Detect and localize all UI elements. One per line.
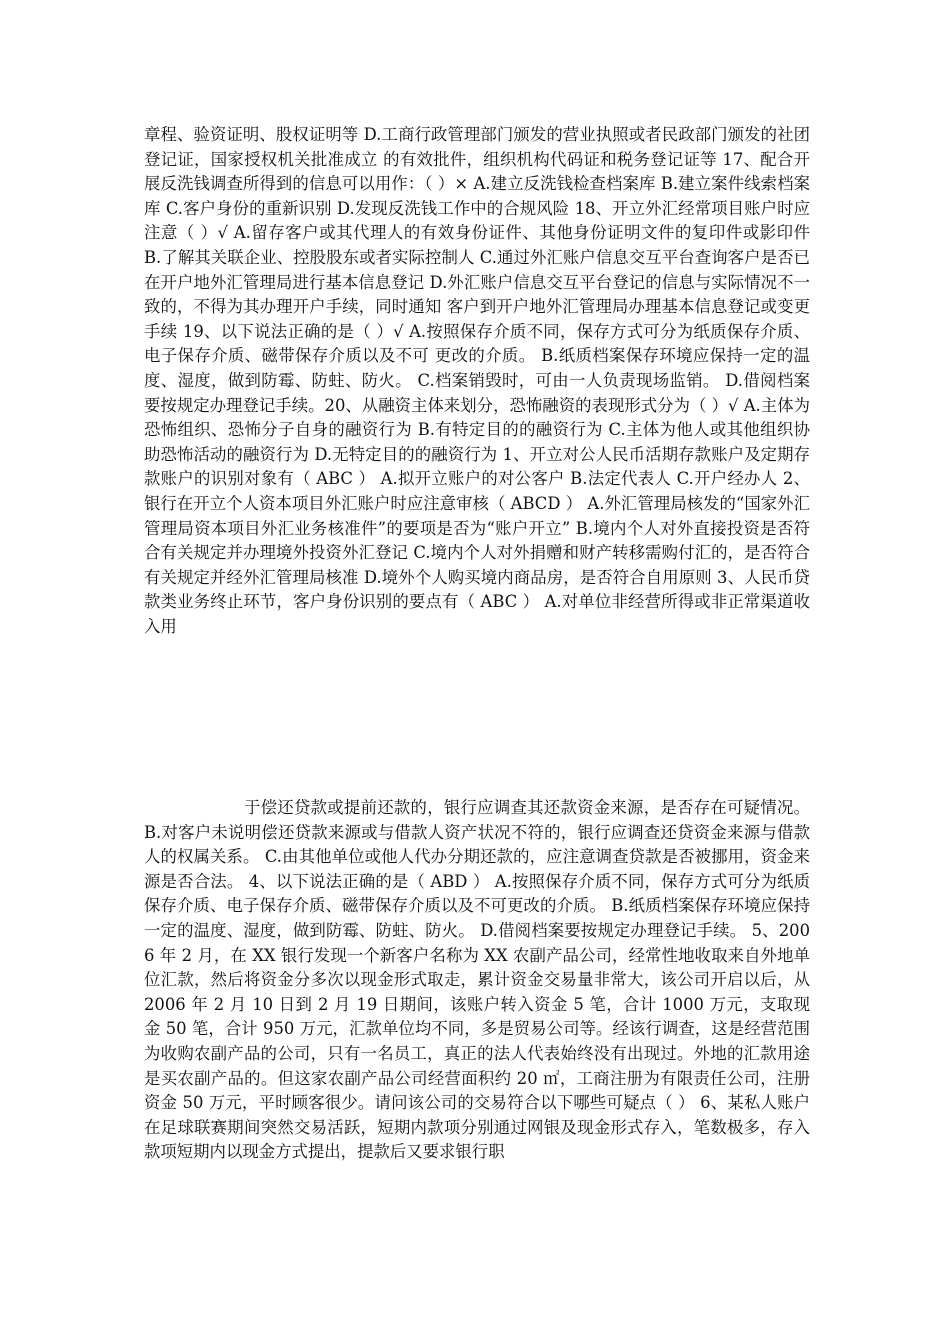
body-paragraph-2: 于偿还贷款或提前还款的，银行应调查其还款资金来源，是否存在可疑情况。 B.对客户未说明偿还贷款来源或与借款人资产状况不符的，银行应调查还贷资金来源与借款人的权属关系。 C.由其他单位或他人代办分期还款的，应注意调查贷款是否被挪用，资金来源是否合法。 4、以下说法正确的是（ ABD ） A.按照保存介质不同，保存方式可分为纸质保存介质、电子保存介质、磁带保存介质以及不可更改的介质。 B.纸质档案保存环境应保持一定的温度、湿度，做到防霉、防蛀、防火。 D.借阅档案要按规定办理登记手续。 5、2006 年 2 月，在 XX 银行发现一个新客户名称为 XX 农副产品公司，经常性地收取来自外地单位汇款，然后将资金分多次以现金形式取走，累计资金交易量非常大，该公司开启以后，从 2006 年 2 月 10 日到 2 月 19 日期间，该账户转入资金 5 笔，合计 1000 万元，支取现金 50 笔，合计 950 万元，汇款单位均不同，多是贸易公司等。经该行调查，这是经营范围为收购农副产品的公司，只有一名员工，真正的法人代表始终没有出现过。外地的汇款用途是买农副产品的。但这家农副产品公司经营面积约 20 ㎡，工商注册为有限责任公司，注册资金 50 万元，平时顾客很少。请问该公司的交易符合以下哪些可疑点（ ） 6、某私人账户在足球联赛期间突然交易活跃，短期内款项分别通过网银及现金形式存入，笔数极多，存入款项短期内以现金方式提出，提款后又要求银行职 [144,798,811,1162]
body-paragraph-1: 章程、验资证明、股权证明等 D.工商行政管理部门颁发的营业执照或者民政部门颁发的社团登记证，国家授权机关批准成立 的有效批件，组织机构代码证和税务登记证等 17、配合开展反洗钱调查所得到的信息可以用作：（ ）× A.建立反洗钱检查档案库 B.建立案件线索档案库 C.客户身份的重新识别 D.发现反洗钱工作中的合规风险 18、开立外汇经常项目账户时应注意（ ）√ A.留存客户或其代理人的有效身份证件、其他身份证明文件的复印件或影印件 B.了解其关联企业、控股股东或者实际控制人 C.通过外汇账户信息交互平台查询客户是否已在开户地外汇管理局进行基本信息登记 D.外汇账户信息交互平台登记的信息与实际情况不一致的，不得为其办理开户手续，同时通知 客户到开户地外汇管理局办理基本信息登记或变更手续 19、以下说法正确的是（ ）√ A.按照保存介质不同，保存方式可分为纸质保存介质、电子保存介质、磁带保存介质以及不可 更改的介质。 B.纸质档案保存环境应保持一定的温度、湿度，做到防霉、防蛀、防火。 C.档案销毁时，可由一人负责现场监销。 D.借阅档案要按规定办理登记手续。20、从融资主体来划分，恐怖融资的表现形式分为（ ）√ A.主体为恐怖组织、恐怖分子自身的融资行为 B.有特定目的的融资行为 C.主体为他人或其他组织协助恐怖活动的融资行为 D.无特定目的的融资行为 1、开立对公人民币活期存款账户及定期存款账户的识别对象有（ ABC ） A.拟开立账户的对公客户 B.法定代表人 C.开户经办人 2、银行在开立个人资本项目外汇账户时应注意审核（ ABCD ） A.外汇管理局核发的“国家外汇管理局资本项目外汇业务核准件”的要项是否为“账户开立” B.境内个人对外直接投资是否符合有关规定并办理境外投资外汇登记 C.境内个人对外捐赠和财产转移需购付汇的，是否符合有关规定并经外汇管理局核准 D.境外个人购买境内商品房，是否符合自用原则 3、人民币贷款类业务终止环节，客户身份识别的要点有（ ABC ） A.对单位非经营所得或非正常渠道收入用 [144,125,810,636]
